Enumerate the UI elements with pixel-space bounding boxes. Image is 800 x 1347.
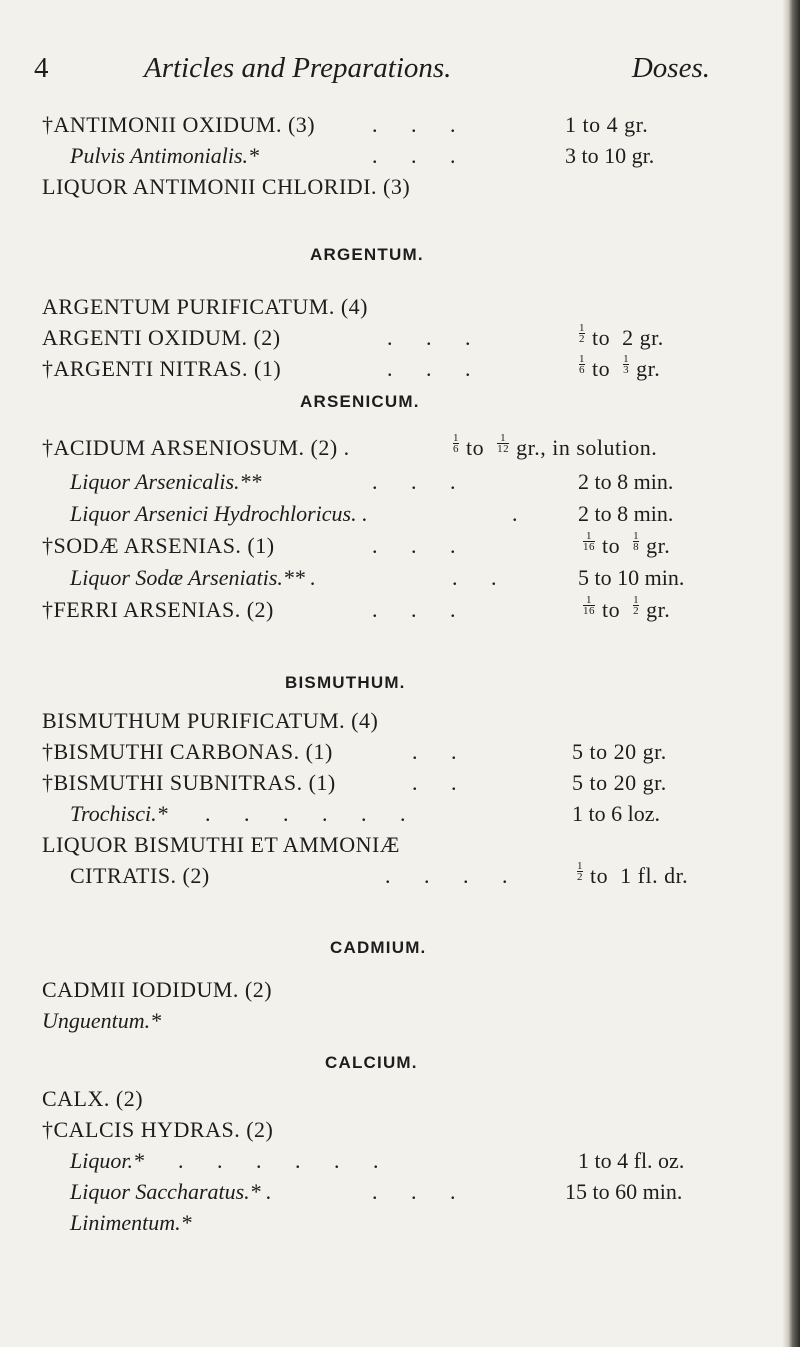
page-header [34,52,710,92]
entry-liquor-calcis: Liquor.* . . . . . . 1 to 4 fl. oz. [70,1148,685,1173]
fraction: $\frac{1}{6}$ [579,353,585,376]
entry-ferri-arsenias: †FERRI ARSENIAS. (2) . . . $\frac{1}{16}$ to $\frac{1}{2}$ gr. [42,594,671,622]
section-arsenicum: ARSENICUM. [300,392,420,411]
fraction: $\frac{1}{16}$ [583,594,595,617]
fraction: $\frac{1}{2}$ [577,860,583,883]
section-cadmium: CADMIUM. [330,938,427,957]
entry-acidum-arseniosum: †ACIDUM ARSENIOSUM. (2) . $\frac{1}{6}$ to $\frac{1}{12}$ gr., in solution. [42,432,658,460]
page-edge-shadow [782,0,800,1347]
entry-liquor-saccharatus: Liquor Saccharatus.* . . . . 15 to 60 min. [70,1179,683,1204]
entry-bismuthi-subnitras: †BISMUTHI SUBNITRAS. (1) . . 5 to 20 gr. [42,770,667,795]
entry-argenti-oxidum: ARGENTI OXIDUM. (2) . . . $\frac{1}{2}$ to 2 gr. [42,322,664,350]
page-number: 4 [34,52,49,84]
entry-liquor-arsenici-hydrochloricus: Liquor Arsenici Hydrochloricus. . . 2 to 8 min. [70,501,674,526]
entry-bismuthum-purificatum: BISMUTHUM PURIFICATUM. (4) [42,708,379,733]
entry-trochisci: Trochisci.* . . . . . . 1 to 6 loz. [70,801,660,826]
section-bismuthum: BISMUTHUM. [285,673,406,692]
fraction: $\frac{1}{2}$ [579,322,585,345]
entry-cadmii-iodidum: CADMII IODIDUM. (2) [42,977,273,1002]
entry-linimentum: Linimentum.* [70,1210,192,1235]
entry-unguentum: Unguentum.* [42,1008,162,1033]
entry-argentum-purificatum: ARGENTUM PURIFICATUM. (4) [42,294,369,319]
entry-liquor-sodae-arseniatis: Liquor Sodæ Arseniatis.** . . . 5 to 10 min. [70,565,685,590]
fraction: $\frac{1}{2}$ [633,594,640,617]
entry-pulvis-antimonialis: Pulvis Antimonialis.* . . . 3 to 10 gr. [70,143,655,168]
fraction: $\frac{1}{3}$ [623,353,630,376]
entry-liquor-arsenicalis: Liquor Arsenicalis.** . . . 2 to 8 min. [70,469,674,494]
entry-calx: CALX. (2) [42,1086,144,1111]
fraction: $\frac{1}{12}$ [497,432,510,455]
fraction: $\frac{1}{8}$ [633,530,640,553]
fraction: $\frac{1}{6}$ [453,432,459,455]
entry-citratis: CITRATIS. (2) . . . . $\frac{1}{2}$ to 1 fl. dr. [70,860,689,888]
entry-argenti-nitras: †ARGENTI NITRAS. (1) . . . $\frac{1}{6}$ to $\frac{1}{3}$ gr. [42,353,661,381]
page-title: Articles and Preparations. [144,52,452,84]
section-calcium: CALCIUM. [325,1053,418,1072]
entry-liquor-bismuthi: LIQUOR BISMUTHI ET AMMONIÆ [42,832,400,857]
doses-heading: Doses. [631,52,710,84]
section-argentum: ARGENTUM. [310,245,424,264]
fraction: $\frac{1}{16}$ [583,530,595,553]
entry-liquor-antimonii: LIQUOR ANTIMONII CHLORIDI. (3) [42,174,411,199]
entry-antimonii-oxidum: †ANTIMONII OXIDUM. (3) . . . 1 to 4 gr. [42,112,649,137]
entry-calcis-hydras: †CALCIS HYDRAS. (2) [42,1117,274,1142]
entry-bismuthi-carbonas: †BISMUTHI CARBONAS. (1) . . 5 to 20 gr. [42,739,667,764]
entry-sodae-arsenias: †SODÆ ARSENIAS. (1) . . . $\frac{1}{16}$ to $\frac{1}{8}$ gr. [42,530,671,558]
